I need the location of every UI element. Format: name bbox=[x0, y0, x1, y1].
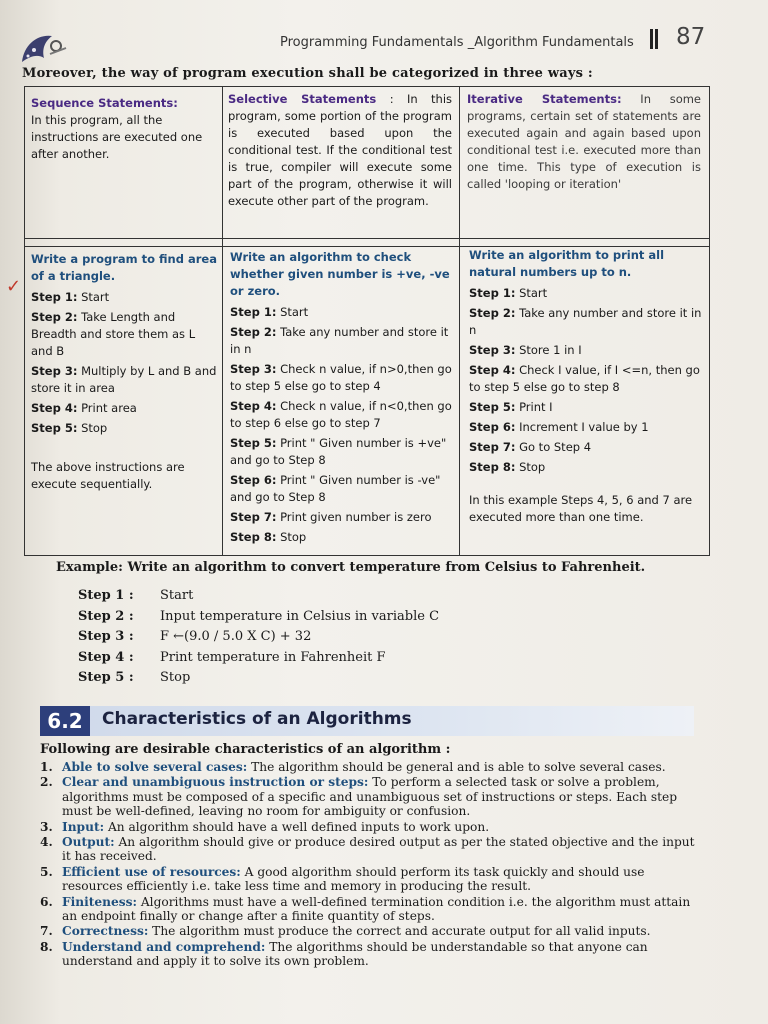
algorithm-step bbox=[31, 309, 219, 360]
step-text: Print " Given number is +ve" and go to Step 8 bbox=[230, 436, 447, 467]
step-label: Step 3: bbox=[230, 362, 277, 376]
execution-types-table bbox=[24, 86, 710, 556]
step-label: Step 3: bbox=[469, 343, 516, 357]
item-number: 8. bbox=[40, 939, 53, 954]
step-label: Step 5: bbox=[230, 436, 277, 450]
characteristics-intro: Following are desirable characteristics of an algorithm : bbox=[40, 742, 451, 757]
example-step-label: Step 3 : bbox=[78, 629, 134, 644]
item-text: A good algorithm should perform its task quickly and should use resources efficiently i.e. take less time and memory in producing the result. bbox=[62, 864, 645, 894]
algorithm-step bbox=[230, 472, 455, 506]
algorithm-step bbox=[230, 398, 455, 432]
item-text: An algorithm should give or produce desired output as per the stated objective and the input it has received. bbox=[62, 835, 695, 864]
characteristics-list bbox=[40, 760, 704, 970]
step-text: Print given number is zero bbox=[276, 510, 432, 524]
item-term: Efficient use of resources: bbox=[62, 864, 241, 879]
step-label: Step 2: bbox=[469, 306, 516, 320]
step-text: Take any number and store it in n bbox=[469, 306, 702, 337]
step-text: Stop bbox=[77, 421, 108, 435]
item-term: Understand and comprehend: bbox=[62, 939, 266, 954]
area-title: Write a program to find area of a triangle. bbox=[31, 252, 217, 283]
step-text: Take Length and Breadth and store them as L and B bbox=[31, 310, 196, 358]
area-note: The above instructions are execute sequentially. bbox=[31, 460, 185, 491]
algorithm-step bbox=[31, 420, 219, 437]
characteristic-item bbox=[40, 760, 704, 774]
example-step-label: Step 2 : bbox=[78, 608, 134, 624]
characteristic-item bbox=[40, 835, 704, 864]
example-step-label: Step 5 : bbox=[78, 670, 134, 685]
step-text: Check n value, if n>0,then go to step 5 else go to step 4 bbox=[230, 362, 452, 393]
selective-text: : In this program, some portion of the program is executed based upon the conditional test. If the conditional test is true, compiler will execute some part of the program, otherwise it will execute other part of the program. bbox=[228, 92, 453, 208]
sequence-text: In this program, all the instructions are executed one after another. bbox=[31, 113, 203, 161]
table-divider bbox=[25, 238, 709, 239]
step-text: Store 1 in I bbox=[515, 343, 582, 357]
characteristic-item bbox=[40, 924, 704, 938]
page-number: 87 bbox=[676, 24, 706, 50]
selective-cell bbox=[228, 91, 452, 210]
item-text: Algorithms must have a well-defined termination condition i.e. the algorithm must attain an endpoint finally or change after a finite quantity of steps. bbox=[62, 894, 691, 924]
iterative-text: In some programs, certain set of statements are executed again and again based upon conditional test i.e. executed more than one time. This type of execution is called 'looping or iteration' bbox=[467, 92, 702, 191]
step-text: Stop bbox=[276, 530, 307, 544]
example-heading bbox=[56, 560, 645, 575]
step-text: Check n value, if n<0,then go to step 6 else go to step 7 bbox=[230, 399, 452, 430]
step-text: Take any number and store it in n bbox=[230, 325, 449, 356]
characteristic-item bbox=[40, 865, 704, 894]
section-number: 6.2 bbox=[40, 706, 90, 736]
example-title: Example: Write an algorithm to convert temperature from Celsius to Fahrenheit. bbox=[56, 560, 646, 575]
section-title: Characteristics of an Algorithms bbox=[102, 709, 412, 729]
item-number: 6. bbox=[40, 894, 53, 909]
item-term: Output: bbox=[62, 835, 115, 850]
step-text: Start bbox=[77, 290, 110, 304]
algorithm-step bbox=[230, 304, 455, 321]
example-step-text: F ←(9.0 / 5.0 X C) + 32 bbox=[160, 629, 312, 644]
algorithm-step bbox=[31, 289, 219, 306]
algorithm-step bbox=[469, 362, 705, 396]
algorithm-step bbox=[469, 399, 705, 416]
step-label: Step 2: bbox=[230, 325, 277, 339]
step-text: Start bbox=[515, 286, 548, 300]
step-label: Step 6: bbox=[469, 420, 516, 434]
algorithm-step bbox=[230, 509, 455, 526]
table-divider bbox=[459, 87, 460, 555]
item-text: To perform a selected task or solve a problem, algorithms must be composed of a specific and unambiguous set of instructions or steps. Each step must be well-defined, leaving no room for ambiguity or confusion. bbox=[62, 775, 677, 819]
example-step-label: Step 4 : bbox=[78, 649, 134, 665]
step-label: Step 5: bbox=[469, 400, 516, 414]
check-algorithm-cell bbox=[230, 249, 455, 549]
area-algorithm-cell bbox=[31, 251, 219, 496]
item-term: Able to solve several cases: bbox=[62, 760, 248, 774]
algorithm-step bbox=[230, 324, 455, 358]
algorithm-step bbox=[469, 342, 705, 359]
characteristic-item bbox=[40, 775, 704, 818]
selective-heading: Selective Statements bbox=[228, 92, 377, 106]
step-text: Start bbox=[276, 305, 309, 319]
iterative-cell bbox=[467, 91, 701, 193]
step-label: Step 3: bbox=[31, 364, 78, 378]
algorithm-step bbox=[469, 439, 705, 456]
characteristic-item bbox=[40, 940, 704, 969]
step-label: Step 5: bbox=[31, 421, 78, 435]
item-number: 7. bbox=[40, 924, 53, 939]
characteristic-item bbox=[40, 820, 704, 834]
example-step-text: Stop bbox=[160, 670, 191, 685]
natural-note: In this example Steps 4, 5, 6 and 7 are executed more than one time. bbox=[469, 493, 693, 524]
item-term: Clear and unambiguous instruction or steps: bbox=[62, 775, 369, 790]
step-text: Go to Step 4 bbox=[515, 440, 592, 454]
algorithm-step bbox=[230, 529, 455, 546]
algorithm-step bbox=[31, 400, 219, 417]
algorithm-step bbox=[31, 363, 219, 397]
step-text: Increment I value by 1 bbox=[515, 420, 649, 434]
step-label: Step 8: bbox=[230, 530, 277, 544]
item-text: The algorithms should be understandable so that anyone can understand and apply it to solve its own problem. bbox=[62, 939, 648, 969]
step-text: Stop bbox=[515, 460, 546, 474]
algorithm-step bbox=[469, 305, 705, 339]
step-label: Step 1: bbox=[469, 286, 516, 300]
characteristic-item bbox=[40, 895, 704, 924]
natural-algorithm-cell bbox=[469, 247, 705, 529]
example-step bbox=[78, 629, 311, 644]
algorithm-step bbox=[469, 459, 705, 476]
item-number: 2. bbox=[40, 775, 53, 790]
step-text: Print area bbox=[77, 401, 137, 415]
step-label: Step 6: bbox=[230, 473, 277, 487]
item-text: An algorithm should have a well defined inputs to work upon. bbox=[104, 819, 490, 834]
algorithm-step bbox=[469, 285, 705, 302]
example-step-label: Step 1 : bbox=[78, 588, 134, 603]
iterative-heading: Iterative Statements: bbox=[467, 92, 622, 106]
example-step-text: Input temperature in Celsius in variable C bbox=[160, 608, 440, 624]
example-step bbox=[78, 650, 386, 665]
step-label: Step 1: bbox=[230, 305, 277, 319]
item-number: 5. bbox=[40, 864, 53, 879]
step-label: Step 7: bbox=[230, 510, 277, 524]
step-label: Step 2: bbox=[31, 310, 78, 324]
example-step bbox=[78, 609, 439, 624]
item-term: Input: bbox=[62, 819, 105, 834]
step-label: Step 4: bbox=[469, 363, 516, 377]
item-text: The algorithm must produce the correct and accurate output for all valid inputs. bbox=[148, 924, 651, 939]
sequence-cell bbox=[31, 95, 217, 163]
step-label: Step 4: bbox=[230, 399, 277, 413]
example-step-text: Print temperature in Fahrenheit F bbox=[160, 649, 386, 665]
running-head: Programming Fundamentals _Algorithm Fundamentals bbox=[280, 35, 634, 50]
step-text: Print " Given number is -ve" and go to Step 8 bbox=[230, 473, 441, 504]
check-steps bbox=[230, 304, 455, 546]
intro-sentence: Moreover, the way of program execution shall be categorized in three ways : bbox=[22, 66, 593, 81]
algorithm-step bbox=[469, 419, 705, 436]
item-text: The algorithm should be general and is able to solve several cases. bbox=[247, 760, 666, 774]
item-number: 1. bbox=[40, 760, 53, 774]
item-number: 4. bbox=[40, 835, 53, 850]
example-step-text: Start bbox=[160, 588, 194, 603]
step-label: Step 1: bbox=[31, 290, 78, 304]
item-term: Correctness: bbox=[62, 924, 149, 939]
algorithm-step bbox=[230, 361, 455, 395]
item-term: Finiteness: bbox=[62, 894, 137, 909]
step-text: Print I bbox=[515, 400, 553, 414]
header-divider bbox=[650, 29, 653, 49]
step-label: Step 8: bbox=[469, 460, 516, 474]
check-title: Write an algorithm to check whether given number is +ve, -ve or zero. bbox=[230, 250, 450, 298]
step-text: Multiply by L and B and store it in area bbox=[31, 364, 217, 395]
example-step bbox=[78, 588, 193, 603]
step-label: Step 4: bbox=[31, 401, 78, 415]
item-number: 3. bbox=[40, 819, 53, 834]
area-steps bbox=[31, 289, 219, 437]
sequence-heading: Sequence Statements: bbox=[31, 96, 178, 110]
checkmark-icon: ✓ bbox=[6, 276, 22, 297]
natural-steps bbox=[469, 285, 705, 476]
step-text: Check I value, if I <=n, then go to step 5 else go to step 8 bbox=[469, 363, 700, 394]
step-label: Step 7: bbox=[469, 440, 516, 454]
example-step bbox=[78, 670, 190, 685]
algorithm-step bbox=[230, 435, 455, 469]
natural-title: Write an algorithm to print all natural numbers up to n. bbox=[469, 248, 665, 279]
table-divider bbox=[222, 87, 223, 555]
